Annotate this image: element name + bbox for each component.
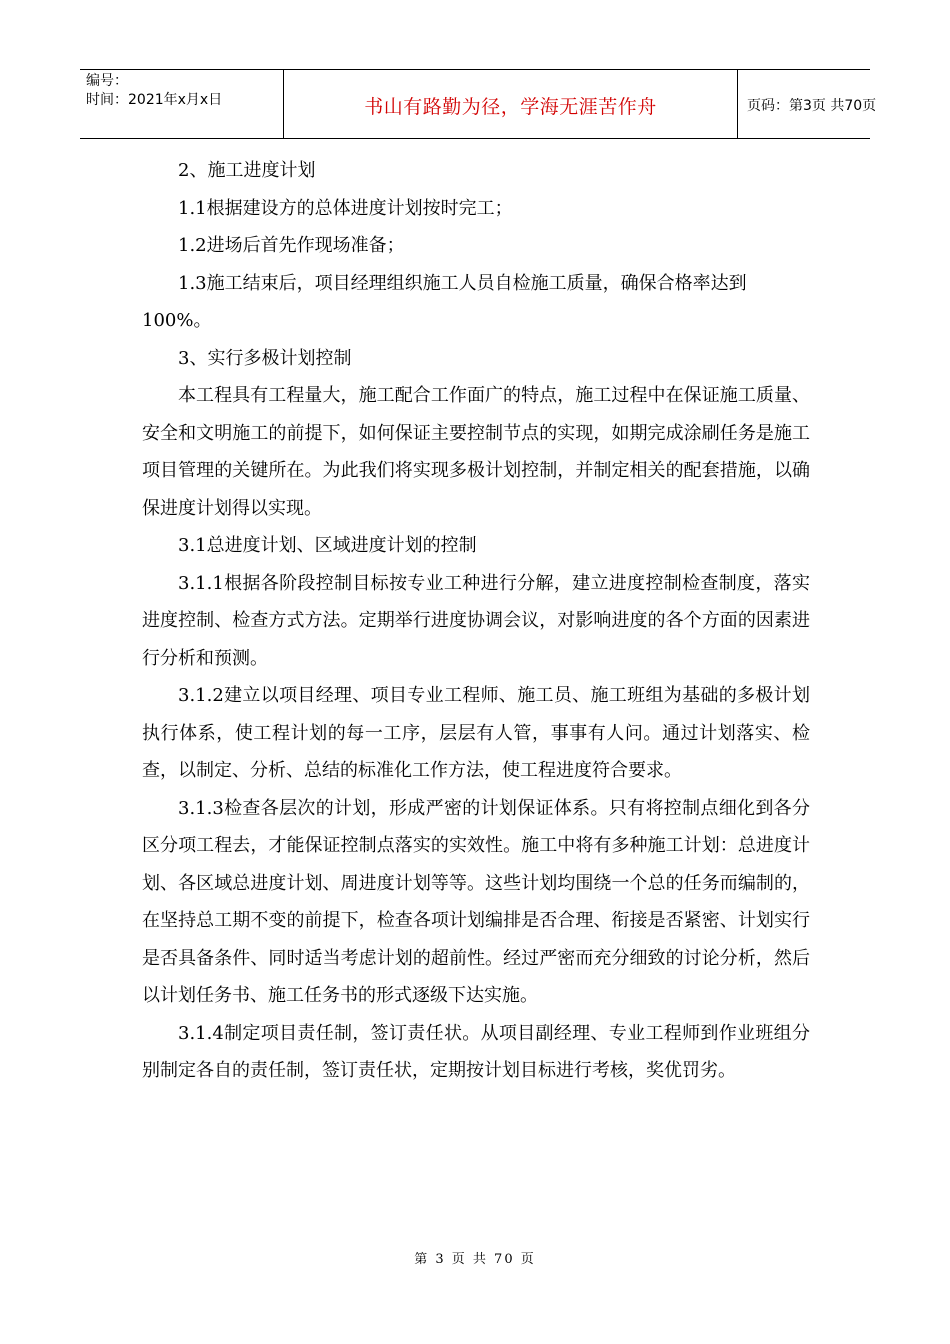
subsection-heading: 3.1总进度计划、区域进度计划的控制 [178,535,477,556]
body-paragraph: 1.1根据建设方的总体进度计划按时完工； [178,197,513,219]
body-paragraph: 1.3施工结束后，项目经理组织施工人员自检施工质量，确保合格率达到 [178,272,747,294]
body-paragraph: 本工程具有工程量大，施工配合工作面广的特点，施工过程中在保证施工质量、安全和文明施工的前提下，如何保证主要控制节点的实现，如期完成涂刷任务是施工项目管理的关键所在。为此我们将实现多极计划控制，并制定相关的配套措施，以确保进度计划得以实现。 [142,385,810,519]
body-paragraph: 1.2进场后首先作现场准备； [178,235,405,256]
section-heading: 2、施工进度计划 [178,160,316,181]
document-date-label: 时间：2021年x月x日 [86,92,223,108]
page-footer: 第 3 页 共 70 页 [414,1252,536,1267]
body-paragraph: 3.1.2建立以项目经理、项目专业工程师、施工员、施工班组为基础的多极计划执行体系，使工程计划的每一工序，层层有人管，事事有人问。通过计划落实、检查，以制定、分析、总结的标准化工作方法，使工程进度符合要求。 [142,685,810,781]
body-paragraph: 3.1.3检查各层次的计划，形成严密的计划保证体系。只有将控制点细化到各分区分项工程去，才能保证控制点落实的实效性。施工中将有多种施工计划：总进度计划、各区域总进度计划、周进度计划等等。这些计划均围绕一个总的任务而编制的，在坚持总工期不变的前提下，检查各项计划编排是否合理、衔接是否紧密、计划实行是否具备条件、同时适当考虑计划的超前性。经过严密而充分细致的讨论分析，然后以计划任务书、施工任务书的形式逐级下达实施。 [142,797,810,1006]
header-right-cell [737,70,877,138]
header-left-cell [80,70,283,138]
body-paragraph: 3.1.1根据各阶段控制目标按专业工种进行分解，建立进度控制检查制度，落实进度控制、检查方式方法。定期举行进度协调会议，对影响进度的各个方面的因素进行分析和预测。 [142,572,810,669]
body-paragraph: 3.1.4制定项目责任制，签订责任状。从项目副经理、专业工程师到作业班组分别制定各自的责任制，签订责任状，定期按计划目标进行考核，奖优罚劣。 [142,1022,810,1081]
header-motto: 书山有路勤为径，学海无涯苦作舟 [364,96,657,118]
header-page-label: 页码：第3页 共70页 [747,98,877,114]
document-number-label: 编号： [86,73,128,89]
header-center-cell [283,70,738,138]
body-paragraph-continuation: 100%。 [142,310,212,331]
header-table [80,69,877,139]
section-heading: 3、实行多极计划控制 [178,347,352,369]
document-body [142,152,810,1090]
